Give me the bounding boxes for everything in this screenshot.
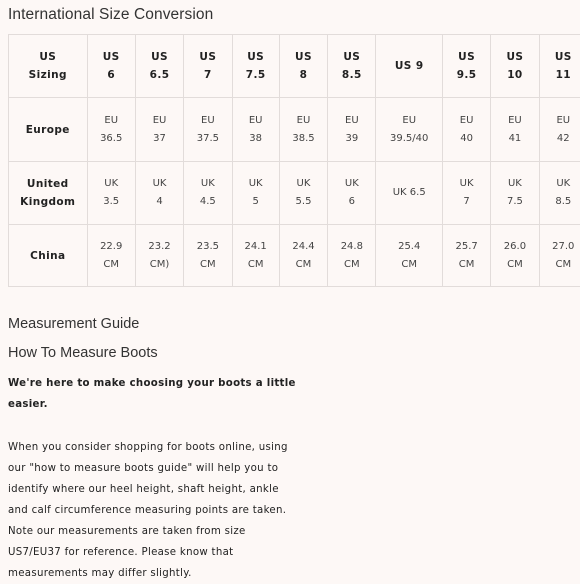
row-label	[9, 98, 88, 162]
cell-text: 40	[443, 130, 490, 148]
cell-text: 39	[328, 130, 375, 148]
cell-text: US	[280, 48, 327, 66]
table-cell	[135, 35, 183, 98]
cell-text: 6	[88, 66, 135, 84]
table-cell	[328, 162, 376, 225]
cell-text: 8	[280, 66, 327, 84]
table-cell	[279, 162, 327, 225]
cell-text: 4	[136, 193, 183, 211]
table-cell	[232, 225, 279, 287]
cell-text: US	[491, 48, 538, 66]
cell-text: EU	[88, 112, 135, 130]
row-label-line: Kingdom	[9, 193, 87, 211]
cell-text: 8.5	[540, 193, 580, 211]
cell-text: UK	[280, 175, 327, 193]
cell-text: CM	[540, 256, 580, 274]
table-cell	[87, 98, 135, 162]
cell-text: 23.5	[184, 238, 231, 256]
row-label-line: US	[9, 48, 87, 66]
cell-text: 7	[443, 193, 490, 211]
table-cell	[491, 35, 539, 98]
cell-text: 25.7	[443, 238, 490, 256]
table-cell	[184, 225, 232, 287]
cell-text: EU	[376, 112, 441, 130]
cell-text: 24.4	[280, 238, 327, 256]
cell-text: CM	[443, 256, 490, 274]
cell-text: 9.5	[443, 66, 490, 84]
row-label	[9, 35, 88, 98]
guide-body: When you consider shopping for boots online, using our "how to measure boots guide" will help you to identify where our heel height, shaft height, ankle and calf circumference measuring points are taken. Note our measurements are taken from size US7/EU37 for reference. Please know that measurements may differ slightly.	[8, 437, 298, 584]
cell-text: US	[184, 48, 231, 66]
cell-text: 25.4	[376, 238, 441, 256]
table-header-row	[9, 35, 580, 98]
cell-text: US	[88, 48, 135, 66]
cell-text: 6.5	[136, 66, 183, 84]
cell-text: CM	[491, 256, 538, 274]
table-cell	[491, 98, 539, 162]
table-row	[9, 162, 580, 225]
table-cell	[232, 98, 279, 162]
table-cell	[442, 225, 490, 287]
cell-text: 7.5	[233, 66, 279, 84]
table-cell	[184, 162, 232, 225]
table-cell	[328, 35, 376, 98]
cell-text: 26.0	[491, 238, 538, 256]
cell-text: 7.5	[491, 193, 538, 211]
table-cell	[279, 225, 327, 287]
cell-text: EU	[540, 112, 580, 130]
table-cell	[539, 98, 580, 162]
cell-text: 7	[184, 66, 231, 84]
table-cell	[539, 225, 580, 287]
cell-text: 5.5	[280, 193, 327, 211]
cell-text: 38	[233, 130, 279, 148]
cell-text: UK	[184, 175, 231, 193]
table-cell	[442, 98, 490, 162]
cell-text: CM	[376, 256, 441, 274]
measurement-guide-heading: Measurement Guide	[8, 316, 139, 332]
cell-text: 36.5	[88, 130, 135, 148]
cell-text: US	[136, 48, 183, 66]
cell-text: EU	[443, 112, 490, 130]
how-to-measure-heading: How To Measure Boots	[8, 345, 158, 361]
cell-text: 42	[540, 130, 580, 148]
guide-intro: We're here to make choosing your boots a little easier.	[8, 373, 298, 415]
cell-text: UK	[233, 175, 279, 193]
table-cell	[491, 162, 539, 225]
table-cell	[279, 35, 327, 98]
cell-text: 22.9	[88, 238, 135, 256]
row-label-line: Sizing	[9, 66, 87, 84]
cell-text: EU	[184, 112, 231, 130]
cell-text: 39.5/40	[376, 130, 441, 148]
table-cell	[135, 98, 183, 162]
cell-text: EU	[136, 112, 183, 130]
cell-text: 24.8	[328, 238, 375, 256]
table-cell	[376, 225, 442, 287]
cell-text: 11	[540, 66, 580, 84]
cell-text: CM	[184, 256, 231, 274]
table-cell	[539, 162, 580, 225]
table-cell	[376, 98, 442, 162]
cell-text: 41	[491, 130, 538, 148]
table-cell	[232, 35, 279, 98]
cell-text: 37	[136, 130, 183, 148]
cell-text: 8.5	[328, 66, 375, 84]
cell-text: 24.1	[233, 238, 279, 256]
cell-text: 37.5	[184, 130, 231, 148]
cell-text: UK	[136, 175, 183, 193]
row-label	[9, 162, 88, 225]
cell-text: EU	[280, 112, 327, 130]
cell-text: UK	[328, 175, 375, 193]
table-cell	[328, 98, 376, 162]
cell-text: UK 6.5	[376, 184, 441, 202]
table-cell	[87, 162, 135, 225]
cell-text: 5	[233, 193, 279, 211]
cell-text: CM	[328, 256, 375, 274]
page-title: International Size Conversion	[8, 6, 213, 24]
table-cell	[376, 35, 442, 98]
cell-text: CM	[233, 256, 279, 274]
table-cell	[135, 225, 183, 287]
cell-text: 6	[328, 193, 375, 211]
table-row	[9, 225, 580, 287]
table-row	[9, 98, 580, 162]
cell-text: 3.5	[88, 193, 135, 211]
cell-text: CM	[280, 256, 327, 274]
cell-text: US	[233, 48, 279, 66]
table-cell	[328, 225, 376, 287]
row-label-line: United	[9, 175, 87, 193]
table-cell	[491, 225, 539, 287]
row-label-line: Europe	[9, 121, 87, 139]
row-label-line: China	[9, 247, 87, 265]
cell-text: 27.0	[540, 238, 580, 256]
table-cell	[135, 162, 183, 225]
cell-text: 4.5	[184, 193, 231, 211]
cell-text: US	[443, 48, 490, 66]
cell-text: EU	[491, 112, 538, 130]
table-cell	[184, 35, 232, 98]
cell-text: 10	[491, 66, 538, 84]
table-cell	[232, 162, 279, 225]
cell-text: UK	[491, 175, 538, 193]
size-conversion-table	[8, 34, 580, 287]
cell-text: CM)	[136, 256, 183, 274]
cell-text: 23.2	[136, 238, 183, 256]
table-cell	[184, 98, 232, 162]
cell-text: UK	[88, 175, 135, 193]
table-cell	[279, 98, 327, 162]
table-cell	[87, 35, 135, 98]
table-cell	[539, 35, 580, 98]
table-cell	[442, 162, 490, 225]
cell-text: EU	[328, 112, 375, 130]
cell-text: US 9	[376, 57, 441, 75]
table-cell	[87, 225, 135, 287]
cell-text: US	[540, 48, 580, 66]
table-cell	[376, 162, 442, 225]
cell-text: 38.5	[280, 130, 327, 148]
cell-text: EU	[233, 112, 279, 130]
cell-text: UK	[443, 175, 490, 193]
table-cell	[442, 35, 490, 98]
cell-text: US	[328, 48, 375, 66]
cell-text: CM	[88, 256, 135, 274]
row-label	[9, 225, 88, 287]
cell-text: UK	[540, 175, 580, 193]
